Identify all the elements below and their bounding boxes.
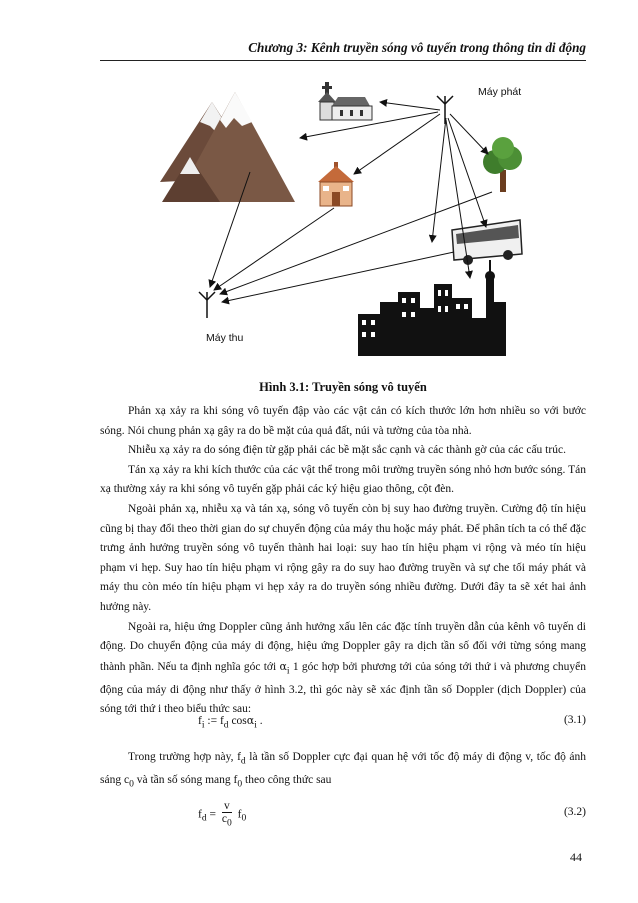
alpha-symbol: α (279, 659, 287, 673)
body-text (100, 402, 586, 720)
page-number: 44 (570, 850, 582, 864)
f0-subscript: 0 (237, 778, 243, 790)
figure-radio-propagation (100, 62, 550, 362)
equation-3-1-formula: $f_i$ := $f_d$ cosα$_i$ . (198, 714, 263, 731)
paragraph-max-doppler (100, 748, 586, 794)
paragraph-reflection: Phản xạ xảy ra khi sóng vô tuyến đập vào các vật cản có kích thước lớn hơn nhiều so với bước sóng. Nói chung phản xạ gây ra do bề mặt của quả đất, núi và tường của tòa nhà. (100, 405, 586, 437)
body-text-2 (100, 748, 586, 794)
fd-subscript: d (240, 755, 246, 767)
transmitter-label: Máy phát (478, 86, 522, 98)
running-header: Chương 3: Kênh truyền sóng vô tuyến trong thông tin di động (100, 40, 586, 61)
paragraph-path-loss: Ngoài phản xạ, nhiễu xạ và tán xạ, sóng vô tuyến còn bị suy hao đường truyền. Cường độ tín hiệu cũng bị thay đổi theo thời gian do sự chuyển động của máy thu hoặc máy phát. Để phân tích ta có thể đặc trưng ảnh hưởng truyền sóng vô tuyến thành hai loại: suy hao tín hiệu phạm vi rộng và méo tín hiệu phạm vi hẹp. Suy hao tín hiệu phạm vi rộng gây ra do suy hao đường truyền và sự che tối máy phát và máy thu còn méo tín hiệu phạm vi hẹp xảy ra do truyền sóng nhiều đường. Dưới đây ta sẽ xét hai ảnh hưởng này. (100, 502, 586, 613)
equation-3-2-formula: $f_d$ = $\frac{v}{c_0}$ $f_0$ (198, 800, 247, 829)
receiver-label: Máy thu (206, 332, 244, 344)
max-doppler-text-b: là tần số Doppler cực đại quan hệ với tốc độ máy di động v, tốc độ ánh sáng c (100, 751, 586, 786)
doppler-text-a: Ngoài ra, hiệu ứng Doppler cũng ảnh hưởng xấu lên các đặc tính truyền dẫn của kênh vô tuyến di động. Do chuyển động của máy di động, hiệu ứng Doppler gây ra dịch tần số đối với từng sóng mang thành phần. Nếu ta định nghĩa góc tới (100, 620, 586, 673)
tree-icon (483, 137, 522, 192)
equation-3-1-number: (3.1) (563, 714, 586, 726)
paragraph-diffraction: Nhiễu xạ xảy ra do sóng điện từ gặp phải các bề mặt sắc cạnh và các thành gờ của các cấu trúc. (128, 444, 566, 457)
doppler-text-b: 1 góc hợp bởi phương tới của sóng tới thứ i và phương chuyển động của máy di động như thấy ở hình 3.2, thì góc này sẽ xác định tần số Doppler (dịch Doppler) của sóng tới thứ i theo biểu thức sau: (100, 660, 586, 716)
max-doppler-text-d: theo công thức sau (242, 773, 332, 786)
figure-caption: Hình 3.1: Truyền sóng vô tuyến (259, 380, 427, 394)
church-icon (318, 82, 372, 120)
equation-3-2-number: (3.2) (563, 806, 586, 818)
max-doppler-text-a: Trong trường hợp này, f (128, 751, 241, 763)
paragraph-doppler (100, 618, 586, 720)
c0-subscript: 0 (129, 778, 134, 790)
propagation-diagram (100, 62, 550, 362)
paragraph-scattering: Tán xạ xảy ra khi kích thước của các vật thể trong môi trường truyền sóng nhỏ hơn bước sóng. Tán xạ thường xảy ra khi sóng vô tuyến gặp phải các ký hiệu giao thông, cột đèn. (100, 463, 586, 496)
school-icon (318, 162, 354, 206)
receiver-antenna-icon (199, 292, 215, 318)
alpha-subscript: i (286, 665, 290, 677)
max-doppler-text-c: và tần số sóng mang f (133, 773, 238, 786)
mountain-icon (160, 92, 295, 202)
city-skyline-icon (358, 260, 506, 356)
